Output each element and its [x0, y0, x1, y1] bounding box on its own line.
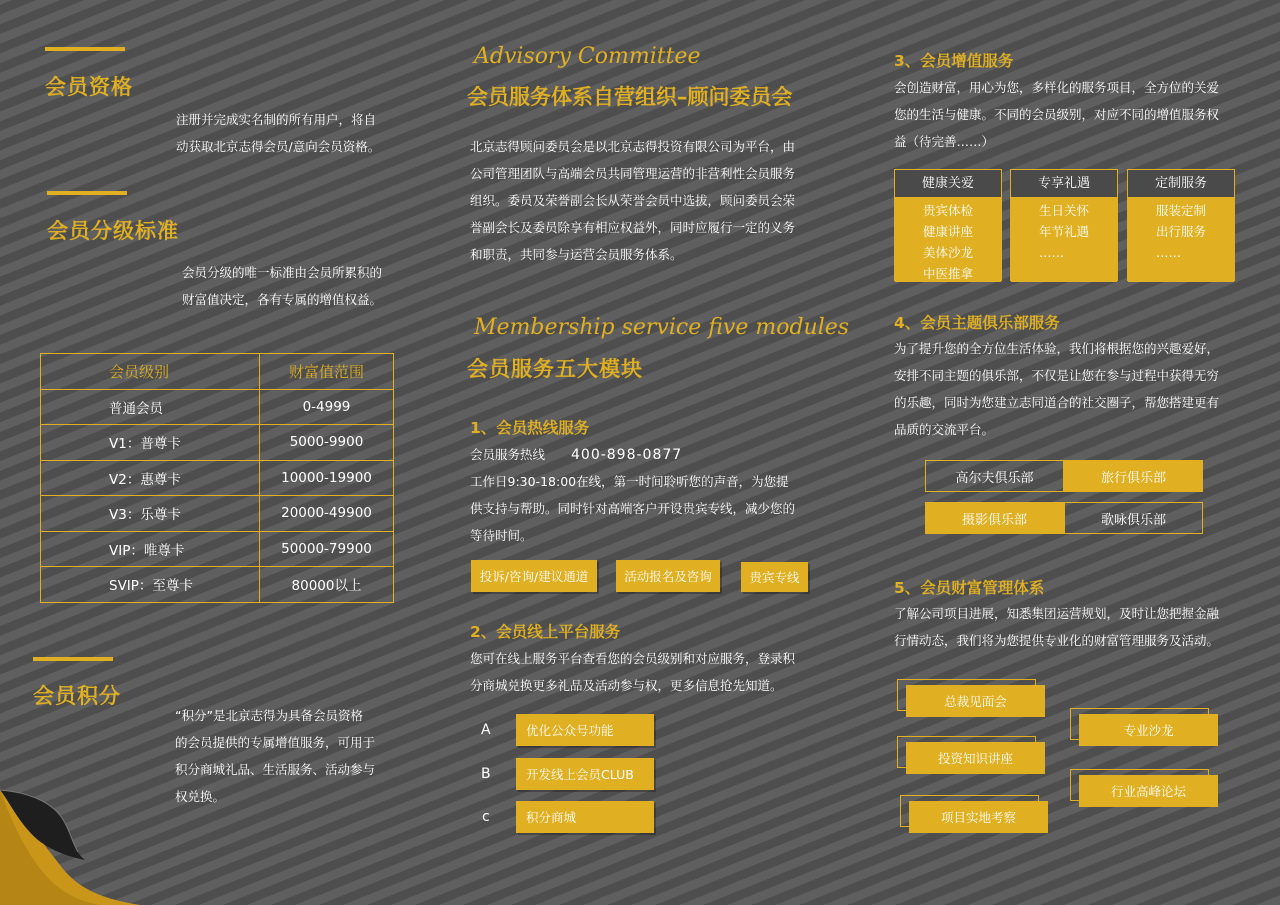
column-item: 贵宾体检: [923, 203, 974, 218]
table-cell: 10000-19900: [260, 460, 394, 496]
item-letter: B: [481, 766, 491, 782]
text-line: 品质的交流平台。: [894, 422, 995, 437]
service-column-health: [894, 169, 1002, 281]
table-row: [41, 567, 394, 603]
wealth-item[interactable]: [897, 736, 1036, 768]
column-item: 健康讲座: [923, 224, 974, 239]
wealth-item[interactable]: [900, 795, 1039, 827]
text-line: 工作日9:30-18:00在线，第一时间聆听您的声音，为您提: [470, 474, 789, 489]
text-line: “积分”是北京志得为具备会员资格: [175, 708, 363, 723]
text-line: 供支持与帮助。同时针对高端客户开设贵宾专线，减少您的: [470, 501, 796, 516]
online-text: [470, 645, 795, 699]
wealth-item[interactable]: [1070, 769, 1209, 801]
text-line: 安排不同主题的俱乐部，不仅是让您在参与过程中获得无穷: [894, 368, 1220, 383]
table-cell: VIP：唯尊卡: [41, 531, 260, 567]
table-cell: 普通会员: [41, 389, 260, 425]
column-item: 出行服务: [1156, 224, 1207, 239]
photography-club-button[interactable]: 摄影俱乐部: [925, 502, 1064, 534]
points-title: 会员积分: [33, 684, 121, 708]
text-line: 公司管理团队与高端会员共同管理运营的非营利性会员服务: [470, 166, 796, 181]
table-cell: 0-4999: [260, 389, 394, 425]
wealth-text: [894, 600, 1219, 654]
golf-club-button[interactable]: 高尔夫俱乐部: [925, 460, 1064, 492]
column-body: [895, 198, 1001, 282]
text-line: 动获取北京志得会员/意向会员资格。: [176, 139, 381, 154]
event-signup-button[interactable]: 活动报名及咨询: [616, 560, 720, 592]
text-line: 财富值决定，各有专属的增值权益。: [182, 292, 383, 307]
column-item: ……: [1156, 245, 1181, 260]
qualification-text: [176, 106, 380, 160]
committee-en-title: Advisory Committee: [474, 44, 701, 69]
text-line: 注册并完成实名制的所有用户，将自: [176, 112, 377, 127]
table-cell: V3：乐尊卡: [41, 496, 260, 532]
table-cell: V2：惠尊卡: [41, 460, 260, 496]
vip-line-button[interactable]: 贵宾专线: [741, 562, 808, 592]
wealth-item-label: 行业高峰论坛: [1079, 775, 1218, 807]
value-added-title: 3、会员增值服务: [894, 52, 1014, 70]
grade-table: [40, 353, 394, 603]
wealth-item-label: 总裁见面会: [906, 685, 1045, 717]
grading-text: [182, 259, 382, 313]
table-cell: 20000-49900: [260, 496, 394, 532]
column-item: 服装定制: [1156, 203, 1207, 218]
committee-text: [470, 133, 795, 268]
text-line: 的乐趣，同时为您建立志同道合的社交圈子，帮您搭建更有: [894, 395, 1220, 410]
table-row: [41, 460, 394, 496]
singing-club-button[interactable]: 歌咏俱乐部: [1064, 502, 1203, 534]
clubs-text: [894, 335, 1219, 443]
text-line: 誉副会长及委员除享有相应权益外，同时应履行一定的义务: [470, 220, 796, 235]
column-item: 年节礼遇: [1039, 224, 1090, 239]
column-header: 健康关爱: [895, 170, 1001, 198]
column-item: ……: [1039, 245, 1064, 260]
table-cell: 50000-79900: [260, 531, 394, 567]
text-line: 您可在线上服务平台查看您的会员级别和对应服务，登录积: [470, 651, 796, 666]
qualification-title: 会员资格: [45, 75, 133, 99]
decorative-bar: [45, 47, 125, 51]
table-header: 会员级别: [41, 354, 260, 390]
text-line: 益（待完善……）: [894, 134, 995, 149]
column-header: 定制服务: [1128, 170, 1234, 198]
text-line: 和职责，共同参与运营会员服务体系。: [470, 247, 683, 262]
text-line: 的会员提供的专属增值服务，可用于: [175, 735, 376, 750]
complaint-channel-button[interactable]: 投诉/咨询/建议通道: [471, 560, 597, 592]
text-line: 组织。委员及荣誉副会长从荣誉会员中选拔，顾问委员会荣: [470, 193, 796, 208]
item-letter: c: [482, 809, 490, 825]
column-body: [1011, 198, 1117, 282]
text-line: 会员分级的唯一标准由会员所累积的: [182, 265, 383, 280]
text-line: 等待时间。: [470, 528, 533, 543]
travel-club-button[interactable]: 旅行俱乐部: [1064, 460, 1203, 492]
table-header: 财富值范围: [260, 354, 394, 390]
column-item: 中医推拿: [923, 266, 974, 281]
decorative-bar: [47, 191, 127, 195]
wealth-item[interactable]: [1070, 708, 1209, 740]
hotline-label: 会员服务热线: [470, 447, 546, 462]
text-line: 分商城兑换更多礼品及活动参与权，更多信息抢先知道。: [470, 678, 783, 693]
table-row: [41, 425, 394, 461]
column-item: 美体沙龙: [923, 245, 974, 260]
column-body: [1128, 198, 1234, 282]
wealth-item-label: 投资知识讲座: [906, 742, 1045, 774]
wealth-item[interactable]: [897, 679, 1036, 711]
text-line: 北京志得顾问委员会是以北京志得投资有限公司为平台，由: [470, 139, 796, 154]
online-title: 2、会员线上平台服务: [470, 623, 621, 641]
clubs-title: 4、会员主题俱乐部服务: [894, 314, 1060, 332]
modules-en-title: Membership service five modules: [474, 315, 850, 340]
hotline-title: 1、会员热线服务: [470, 419, 590, 437]
wealth-item-label: 专业沙龙: [1079, 714, 1218, 746]
column-item: 生日关怀: [1039, 203, 1090, 218]
wealth-title: 5、会员财富管理体系: [894, 579, 1045, 597]
committee-cn-title: 会员服务体系自营组织–顾问委员会: [467, 85, 793, 109]
table-row: [41, 496, 394, 532]
column-header: 专享礼遇: [1011, 170, 1117, 198]
text-line: 行情动态，我们将为您提供专业化的财富管理服务及活动。: [894, 633, 1220, 648]
table-row: [41, 389, 394, 425]
text-line: 会创造财富，用心为您，多样化的服务项目，全方位的关爱: [894, 80, 1220, 95]
modules-cn-title: 会员服务五大模块: [467, 357, 643, 381]
table-cell: V1：普尊卡: [41, 425, 260, 461]
table-cell: 80000以上: [260, 567, 394, 603]
table-row: [41, 531, 394, 567]
decorative-bar: [33, 657, 113, 661]
points-text: [175, 702, 375, 810]
table-cell: 5000-9900: [260, 425, 394, 461]
text-line: 了解公司项目进展，知悉集团运营规划，及时让您把握金融: [894, 606, 1220, 621]
text-line: 权兑换。: [175, 789, 226, 804]
text-line: 为了提升您的全方位生活体验，我们将根据您的兴趣爱好，: [894, 341, 1220, 356]
wealth-item-label: 项目实地考察: [909, 801, 1048, 833]
hotline-text: [470, 468, 795, 549]
hotline-number-line: [470, 441, 682, 469]
wechat-optimize-button[interactable]: 优化公众号功能: [516, 714, 654, 746]
hotline-number: 400-898-0877: [571, 447, 683, 463]
text-line: 积分商城礼品、生活服务、活动参与: [175, 762, 376, 777]
item-letter: A: [481, 722, 491, 738]
value-added-text: [894, 74, 1219, 155]
table-header-row: [41, 354, 394, 390]
online-club-button[interactable]: 开发线上会员CLUB: [516, 758, 654, 790]
service-column-privileges: [1010, 169, 1118, 281]
points-mall-button[interactable]: 积分商城: [516, 801, 654, 833]
grading-title: 会员分级标准: [47, 219, 179, 243]
page-curl-decoration: [0, 770, 140, 905]
table-cell: SVIP：至尊卡: [41, 567, 260, 603]
text-line: 您的生活与健康。不同的会员级别，对应不同的增值服务权: [894, 107, 1220, 122]
service-column-custom: [1127, 169, 1235, 281]
